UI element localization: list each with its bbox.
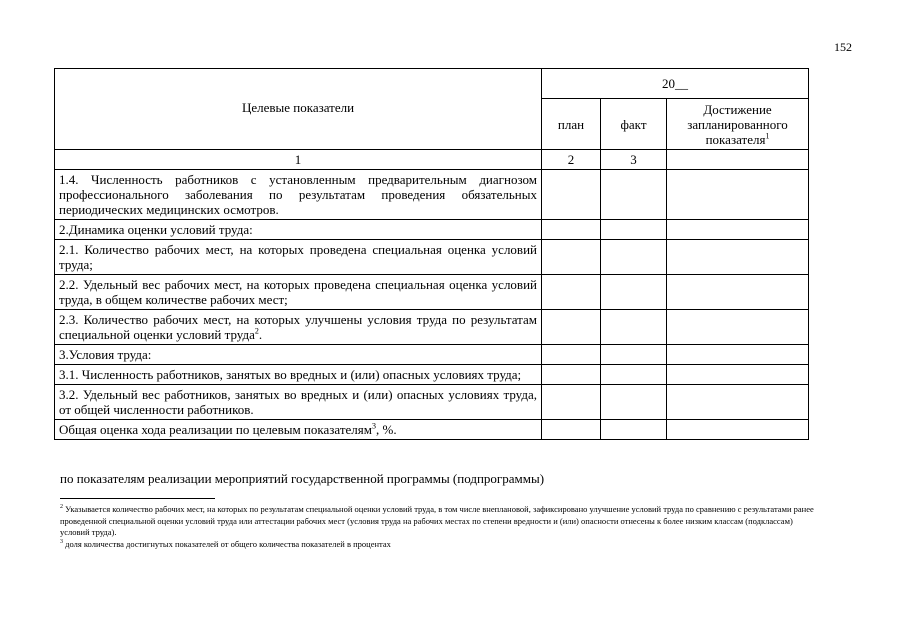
fact-cell — [601, 220, 667, 240]
indicator-text-tail: , %. — [375, 422, 397, 437]
column-number-3: 3 — [601, 150, 667, 170]
indicator-cell: 3.1. Численность работников, занятых во вредных и (или) опасных условиях труда; — [55, 365, 542, 385]
footnote-3-text: доля количества достигнутых показателей от общего количества показателей в процентах — [63, 538, 391, 549]
page-number: 152 — [834, 40, 852, 54]
table-row — [55, 420, 809, 440]
numbering-row — [55, 150, 809, 170]
table-row — [55, 365, 809, 385]
header-achievement-footnote-mark: 1 — [765, 131, 770, 141]
achievement-cell — [667, 310, 809, 345]
fact-cell — [601, 345, 667, 365]
footnote-3-marker: 3 — [60, 538, 63, 545]
header-achievement-label: Достижение запланированного показателя — [687, 101, 788, 147]
indicator-cell: 2.Динамика оценки условий труда: — [55, 220, 542, 240]
fact-cell — [601, 275, 667, 310]
plan-cell — [542, 345, 601, 365]
achievement-cell — [667, 385, 809, 420]
indicator-cell: 1.4. Численность работников с установленным предварительным диагнозом профессионального заболевания по результатам проведения обязательных периодических медицинских осмотров. — [55, 170, 542, 220]
indicator-text-tail: . — [258, 327, 263, 342]
header-plan: план — [542, 99, 601, 150]
footnote-2 — [60, 504, 820, 539]
fact-cell — [601, 240, 667, 275]
fact-cell — [601, 310, 667, 345]
footnote-3 — [60, 539, 820, 551]
indicator-cell: 3.Условия труда: — [55, 345, 542, 365]
plan-cell — [542, 310, 601, 345]
fact-cell — [601, 365, 667, 385]
table-row — [55, 240, 809, 275]
program-indicators-caption: по показателям реализации мероприятий государственной программы (подпрограммы) — [60, 471, 545, 486]
table-row — [55, 220, 809, 240]
header-achievement — [667, 99, 809, 150]
table-row — [55, 275, 809, 310]
indicator-cell — [55, 420, 542, 440]
plan-cell — [542, 385, 601, 420]
indicator-cell: 2.1. Количество рабочих мест, на которых проведена специальная оценка условий труда; — [55, 240, 542, 275]
achievement-cell — [667, 365, 809, 385]
plan-cell — [542, 365, 601, 385]
table-row — [55, 385, 809, 420]
plan-cell — [542, 170, 601, 220]
achievement-cell — [667, 275, 809, 310]
target-indicators-table — [54, 68, 809, 440]
fact-cell — [601, 170, 667, 220]
plan-cell — [542, 420, 601, 440]
plan-cell — [542, 240, 601, 275]
fact-cell — [601, 385, 667, 420]
achievement-cell — [667, 240, 809, 275]
footnote-mark: 2 — [254, 326, 259, 336]
footnote-separator — [60, 498, 215, 499]
indicator-text: 2.3. Количество рабочих мест, на которых улучшены условия труда по результатам специальной оценки условий труда — [59, 312, 537, 342]
plan-cell — [542, 275, 601, 310]
indicator-cell: 2.2. Удельный вес рабочих мест, на которых проведена специальная оценка условий труда, в общем количестве рабочих мест; — [55, 275, 542, 310]
footnotes — [60, 504, 820, 550]
header-indicators-title: Целевые показатели — [55, 69, 542, 150]
achievement-cell — [667, 420, 809, 440]
header-row-year — [55, 69, 809, 99]
column-number-2: 2 — [542, 150, 601, 170]
achievement-cell — [667, 220, 809, 240]
plan-cell — [542, 220, 601, 240]
table-row — [55, 345, 809, 365]
header-fact: факт — [601, 99, 667, 150]
footnote-mark: 3 — [371, 421, 376, 431]
table-row — [55, 310, 809, 345]
header-year: 20__ — [542, 69, 809, 99]
column-number-1: 1 — [55, 150, 542, 170]
achievement-cell — [667, 170, 809, 220]
footnote-2-marker: 2 — [60, 504, 63, 511]
fact-cell — [601, 420, 667, 440]
achievement-cell — [667, 345, 809, 365]
indicator-cell — [55, 310, 542, 345]
indicator-text: Общая оценка хода реализации по целевым показателям — [59, 422, 372, 437]
indicator-cell: 3.2. Удельный вес работников, занятых во вредных и (или) опасных условиях труда, от общей численности работников. — [55, 385, 542, 420]
column-number-4 — [667, 150, 809, 170]
footnote-2-text: Указывается количество рабочих мест, на которых по результатам специальной оценки условий труда, в том числе внеплановой, зафиксировано улучшение условий труда по сравнению с результатами ранее проведенной специальной оценки условий труда или аттестации рабочих мест (условия труда на рабочих местах по степени вредности и (или) опасности отнесены к более низким классам (подклассам) условий труда). — [60, 504, 814, 537]
table-row — [55, 170, 809, 220]
